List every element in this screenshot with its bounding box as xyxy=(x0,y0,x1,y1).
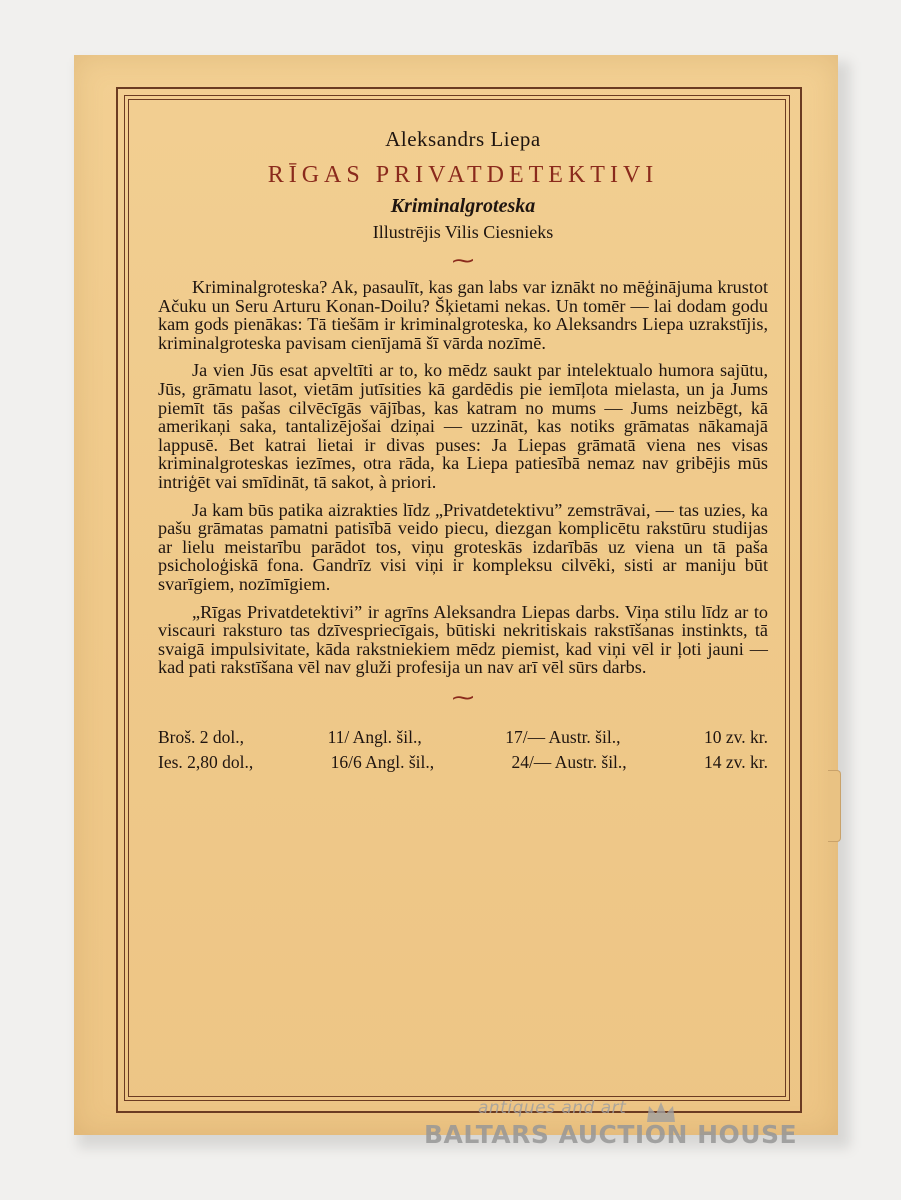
price-cell: 10 zv. kr. xyxy=(703,726,768,747)
watermark-tagline: antiques and art xyxy=(478,1098,627,1118)
price-cell: 17/— Austr. šil., xyxy=(505,726,621,747)
dust-jacket-tab xyxy=(828,770,841,842)
illustrator-credit: Illustrējis Vilis Ciesnieks xyxy=(372,222,554,242)
price-row-hardcover xyxy=(158,752,768,773)
paragraph-4: „Rīgas Privatdetektivi” ir agrīns Aleksandra Liepas darbs. Viņa stilu līdz ar to viscauri raksturo tas dzīvespriecīgais, būtiski nekritiskais rakstīšanas instinkts, tā svaigā impulsivitate, kāda rakstniekiem mēdz piemist, kad viņi vēl ir ļoti jauni — kad pati rakstīšana vēl nav gluži profesija un nav arī vēl sūrs darbs. xyxy=(158,601,768,678)
ornament-bottom-icon: ⁓ xyxy=(452,685,474,711)
book-subtitle: Kriminalgroteska xyxy=(390,195,536,217)
price-list xyxy=(158,727,768,773)
price-cell: 24/— Austr. šil., xyxy=(511,751,627,772)
paragraph-3: Ja kam būs patika aizrakties līdz „Privatdetektivu” zemstrāvai, — tas uzies, ka pašu grāmatas pamatni patisībā veido piecu, diezgan komplicētu rakstūru studijas ar lielu meistarību parādot tos, viņu groteskās izdarībās uz viena un tā paša psicholoģiskā fona. Gandrīz visi viņi ir kompleksu cilvēki, sisti ar maniju būt svarīgiem, nozīmīgiem. xyxy=(158,499,768,594)
book-back-cover xyxy=(74,55,838,1135)
price-cell: 14 zv. kr. xyxy=(703,751,768,772)
price-cell: Ies. 2,80 dol., xyxy=(158,751,254,772)
paragraph-1: Kriminalgroteska? Ak, pasaulīt, kas gan labs var iznākt no mēģinājuma krustot Ačuku un Seru Arturu Konan-Doilu? Šķietami nekas. Un tomēr — lai dodam godu kam gods pienākas: Tā tiešām ir kriminalgroteska, ko Aleksandrs Liepa uzrakstījis, kriminalgroteska pavisam cienījamā šī vārda nozīmē. xyxy=(158,277,768,353)
price-cell: 11/ Angl. šil., xyxy=(327,726,422,747)
price-cell: 16/6 Angl. šil., xyxy=(330,751,435,772)
author-name: Aleksandrs Liepa xyxy=(385,127,541,151)
price-row-paperback xyxy=(158,727,768,748)
price-cell: Broš. 2 dol., xyxy=(158,726,245,747)
watermark-brand: BALTARS AUCTION HOUSE xyxy=(424,1120,798,1149)
book-title: RĪGAS PRIVATDETEKTIVI xyxy=(267,162,659,188)
cover-text xyxy=(158,125,768,777)
ornament-top-icon: ⁓ xyxy=(452,249,474,274)
paragraph-2: Ja vien Jūs esat apveltīti ar to, ko mēdz saukt par intelektualo humora sajūtu, Jūs, grāmatu lasot, vietām jutīsities kā gardēdis pie iemīļota mielasta, un ja Jums piemīt tās pašas cilvēcīgās vājības, kas katram no mums — Jums neizbēgt, kā amerikaņi saka, tantalizējošai dziņai — uzzināt, kas notiks grāmatas nākamajā lappusē. Bet katrai lietai ir divas puses: Ja Liepas grāmatā viena nes visas kriminalgroteskas iezīmes, otra rāda, ka Liepa patiesībā nemaz nav gribējis mūs intriģēt vai smīdināt, tā sakot, à priori. xyxy=(158,360,768,492)
